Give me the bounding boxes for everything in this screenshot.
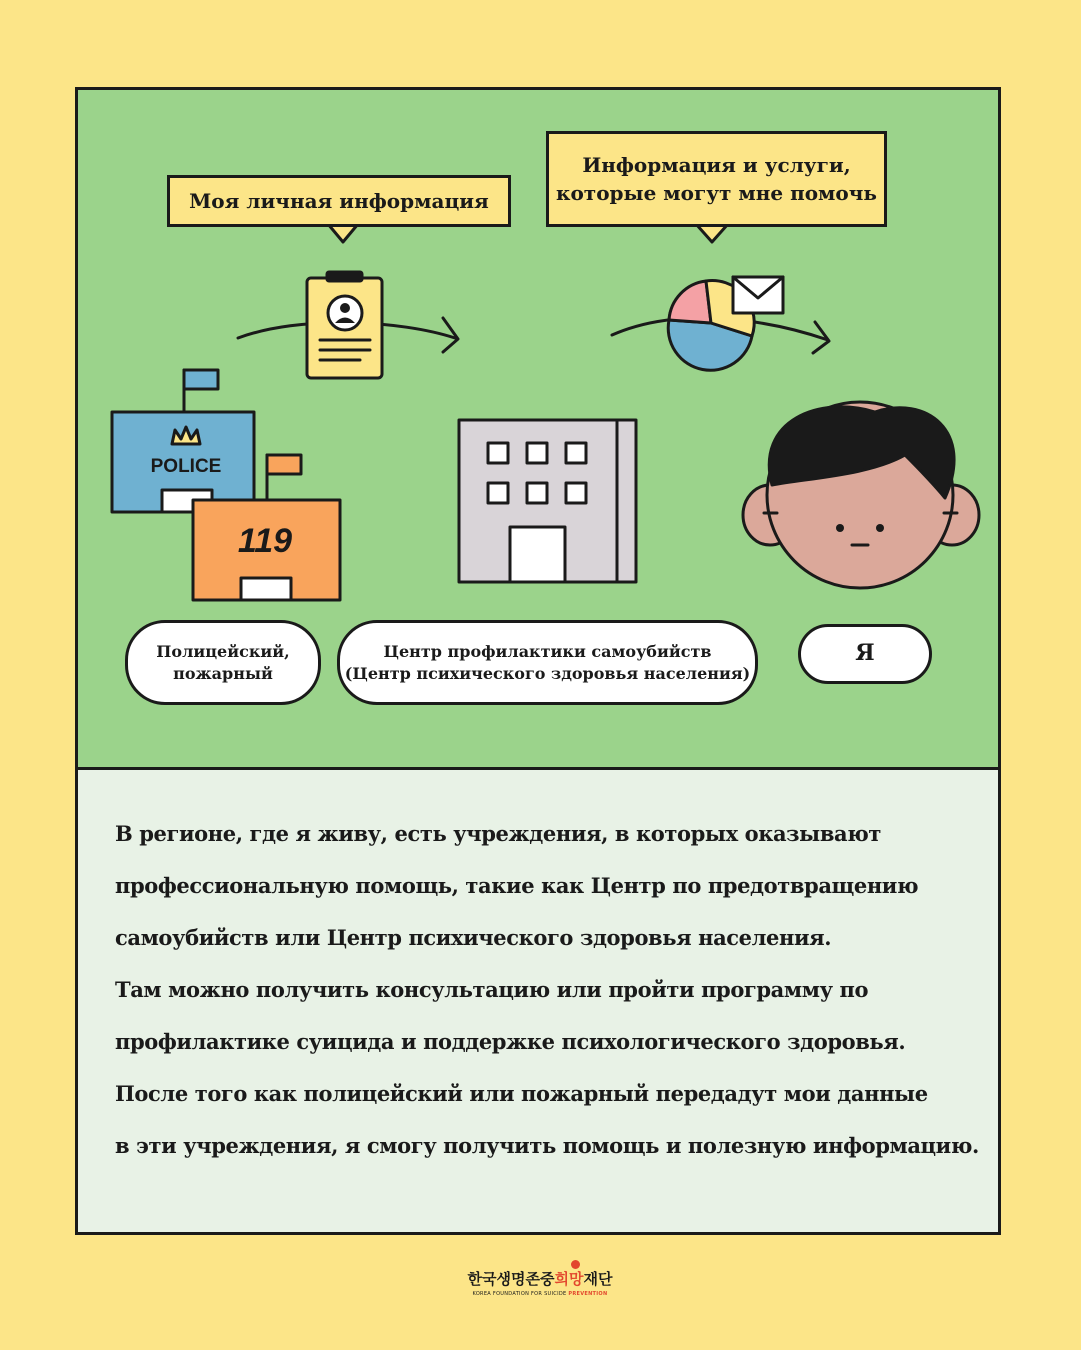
description-line: В регионе, где я живу, есть учреждения, в которых оказывают [115, 821, 881, 846]
description-line: профессиональную помощь, такие как Центр по предотвращению [115, 873, 919, 898]
police-fire-label-line1: Полицейский, [156, 641, 290, 661]
envelope-icon [733, 277, 783, 313]
services-info-bubble [546, 131, 887, 227]
description-text [115, 808, 979, 1172]
logo-english-text: KOREA FOUNDATION FOR SUICIDE PREVENTION [472, 1291, 608, 1297]
police-fire-label [125, 620, 321, 705]
id-card-icon [307, 272, 382, 378]
prevention-center-label-line1: Центр профилактики самоубийств [383, 641, 712, 661]
fire-sign-text: 119 [237, 522, 293, 560]
services-info-line1: Информация и услуги, [582, 153, 851, 177]
description-line: в эти учреждения, я смогу получить помощь и полезную информацию. [115, 1133, 979, 1158]
person-face-icon [743, 402, 979, 588]
personal-info-text: Моя личная информация [189, 189, 489, 213]
description-line: профилактике суицида и поддержке психологического здоровья. [115, 1029, 906, 1054]
police-station-icon [112, 370, 254, 512]
me-label [798, 624, 932, 684]
police-sign-text: POLICE [150, 456, 222, 477]
logo-korean-text: 한국생명존중희망재단 [467, 1270, 613, 1288]
services-info-line2: которые могут мне помочь [556, 181, 877, 205]
prevention-center-label [337, 620, 758, 705]
me-label-text: Я [855, 640, 875, 667]
description-line: Там можно получить консультацию или пройти программу по [115, 977, 869, 1002]
description-line: После того как полицейский или пожарный передадут мои данные [115, 1081, 928, 1106]
prevention-center-building-icon [459, 420, 636, 582]
personal-info-bubble [167, 175, 511, 227]
prevention-center-label-line2: (Центр психического здоровья населения) [344, 663, 751, 683]
police-fire-label-line2: пожарный [173, 663, 273, 683]
logo-mark-icon [571, 1260, 580, 1269]
description-line: самоубийств или Центр психического здоровья населения. [115, 925, 832, 950]
foundation-logo [440, 1268, 640, 1297]
